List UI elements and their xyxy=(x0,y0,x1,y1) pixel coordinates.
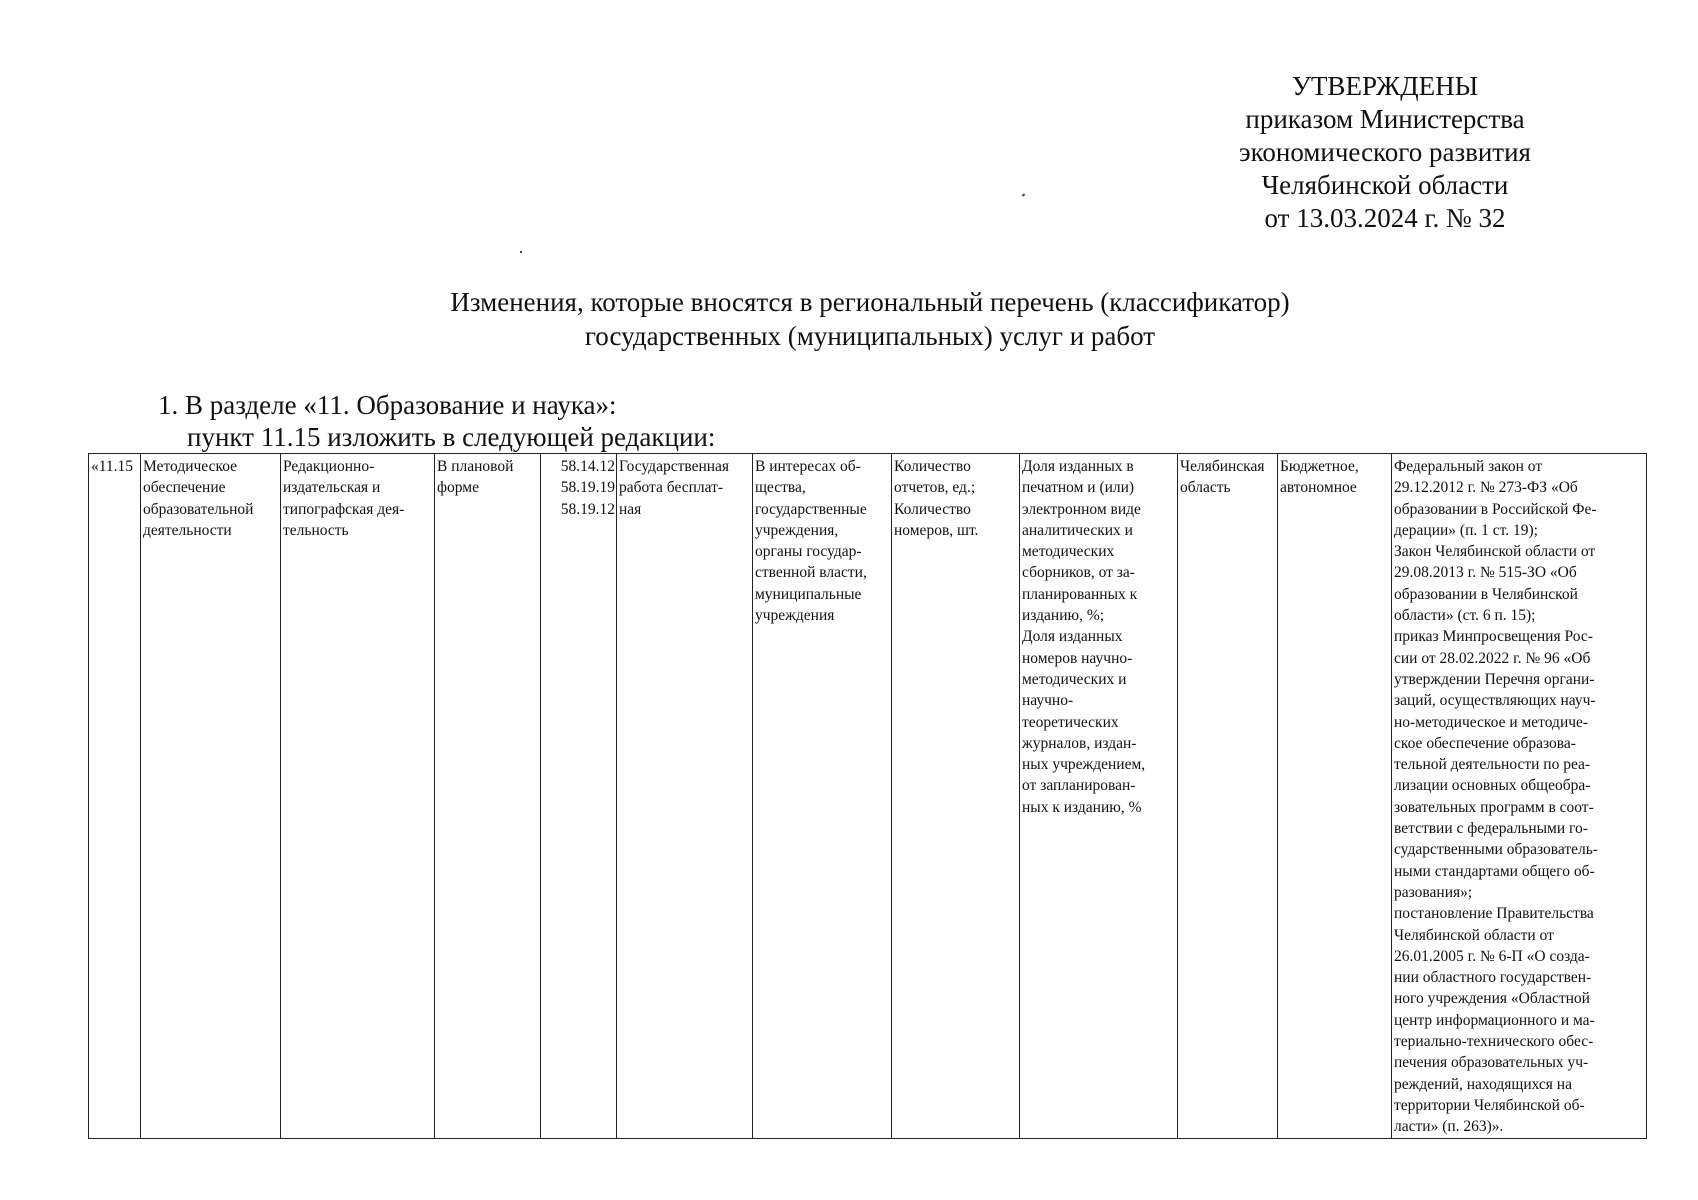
document-title xyxy=(150,285,1590,353)
table-row xyxy=(89,454,1647,1139)
scan-speck xyxy=(520,251,522,253)
volume-indicators-cell: Количество отчетов, ед.; Количество номеров, шт. xyxy=(892,454,1020,1139)
approval-line: Челябинской области xyxy=(1261,170,1509,200)
form-cell: В плановой форме xyxy=(435,454,541,1139)
document-title-line: государственных (муниципальных) услуг и работ xyxy=(584,321,1156,351)
region-cell: Челябинская область xyxy=(1178,454,1278,1139)
approval-block xyxy=(1205,70,1565,235)
scan-speck xyxy=(1022,193,1026,196)
service-name-cell: Методическое обеспечение образовательной деятельности xyxy=(141,454,281,1139)
approval-line: приказом Министерства xyxy=(1245,104,1525,134)
approval-line: экономического развития xyxy=(1239,137,1531,167)
row-number-cell: «11.15 xyxy=(89,454,141,1139)
quality-indicators-cell: Доля изданных в печатном и (или) электронном виде аналитических и методических сборников, от за- планированных к изданию, %; Доля изданных номеров научно- методических и научно- теоретических журналов, издан- ных учреждением, от запланирован- ных к изданию, % xyxy=(1020,454,1178,1139)
activity-cell: Редакционно- издательская и типографская дея- тельность xyxy=(281,454,435,1139)
okved-codes-cell: 58.14.12 58.19.19 58.19.12 xyxy=(541,454,617,1139)
approval-heading: УТВЕРЖДЕНЫ xyxy=(1291,71,1479,101)
classifier-table xyxy=(88,453,1647,1139)
section-heading: 1. В разделе «11. Образование и наука»: xyxy=(158,390,617,420)
institution-type-cell: Бюджетное, автономное xyxy=(1278,454,1392,1139)
consumers-cell: В интересах об- щества, государственные учреждения, органы государ- ственной власти, муниципальные учреждения xyxy=(753,454,892,1139)
work-type-cell: Государственная работа бесплат- ная xyxy=(617,454,753,1139)
approval-date: от 13.03.2024 г. № 32 xyxy=(1264,203,1506,233)
document-title-line: Изменения, которые вносятся в региональный перечень (классификатор) xyxy=(450,287,1290,317)
legal-basis-cell: Федеральный закон от 29.12.2012 г. № 273-ФЗ «Об образовании в Российской Фе- дерации» (п. 1 ст. 19); Закон Челябинской области от 29.08.2013 г. № 515-ЗО «Об образовании в Челябинской области» (ст. 6 п. 15); приказ Минпросвещения Рос- сии от 28.02.2022 г. № 96 «Об утверждении Перечня органи- заций, осуществляющих науч- но-методическое и методиче- ское обеспечение образова- тельной деятельности по реа- лизации основных общеобра- зовательных программ в соот- ветствии с федеральными го- сударственными образователь- ными стандартами общего об- разования»; постановление Правительства Челябинской области от 26.01.2005 г. № 6-П «О созда- нии областного государствен- ного учреждения «Областной центр информационного и ма- териально-технического обес- печения образовательных уч- реждений, находящихся на территории Челябинской об- ласти» (п. 263)». xyxy=(1392,454,1647,1139)
point-heading: пункт 11.15 изложить в следующей редакции: xyxy=(187,422,716,452)
